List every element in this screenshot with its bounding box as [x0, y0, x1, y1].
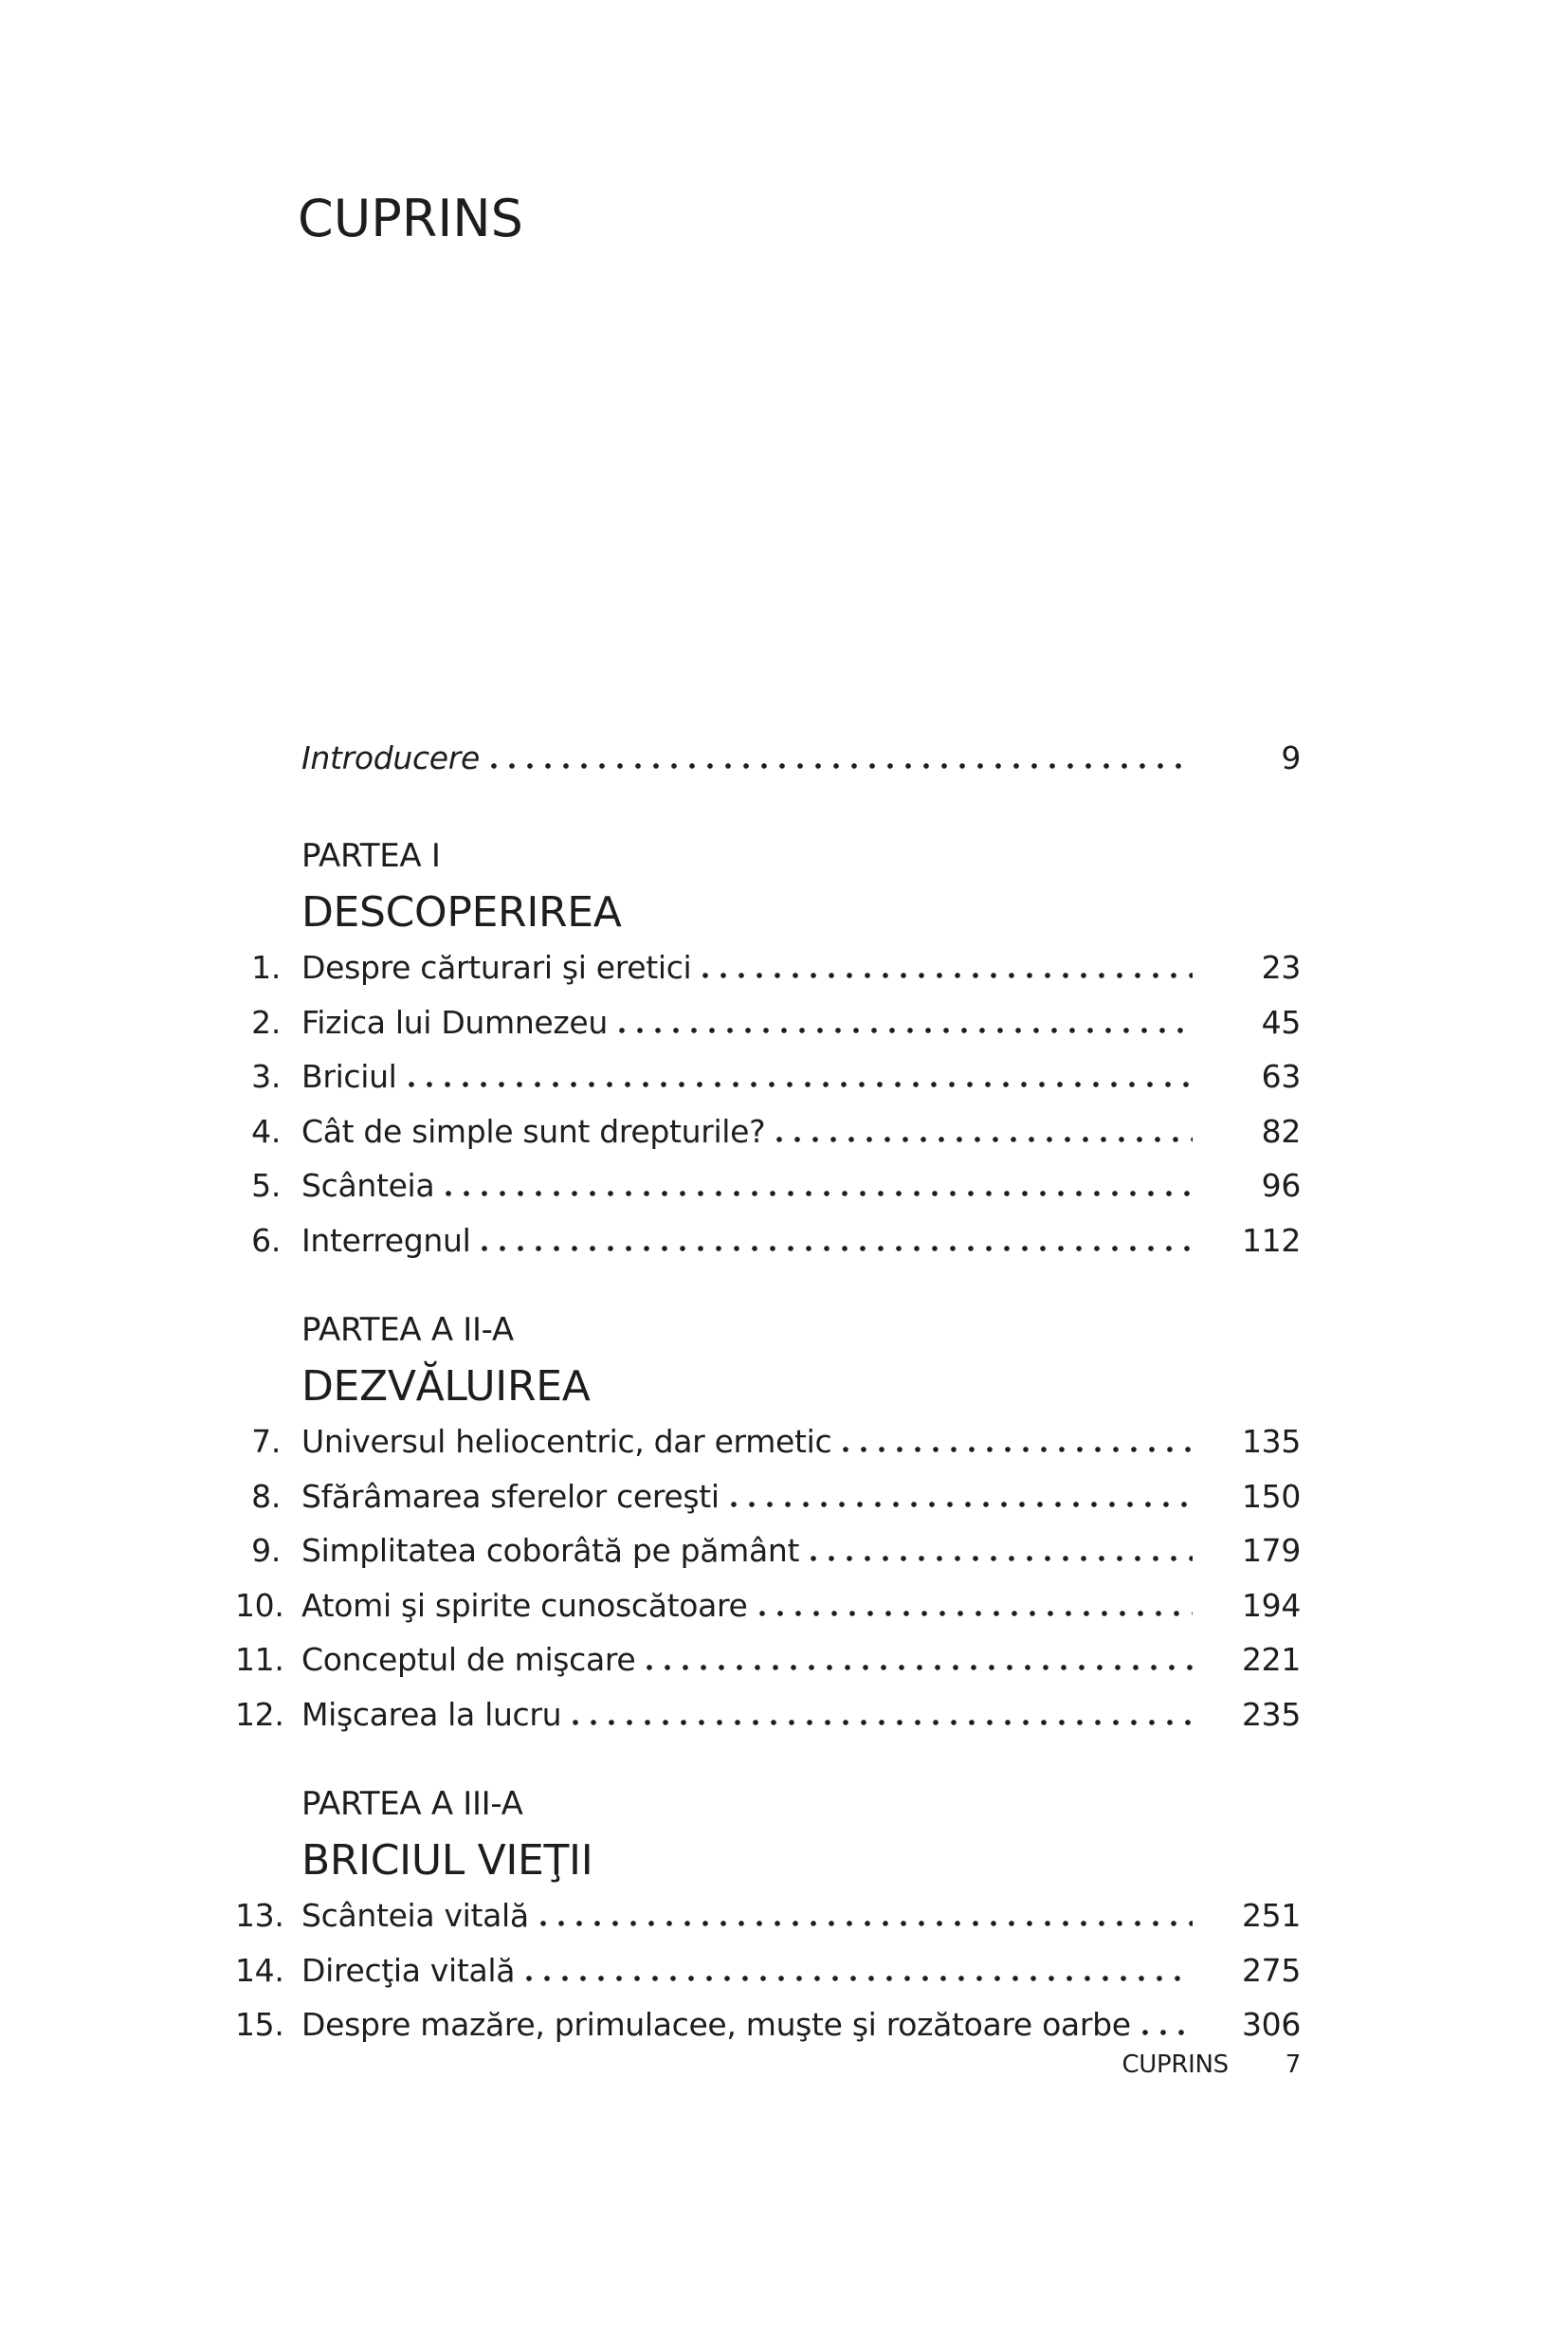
section-part-title: DESCOPERIREA: [301, 888, 622, 937]
dot-leader: [647, 1665, 1193, 1670]
dot-leader: [446, 1191, 1193, 1196]
toc-entry-row: [235, 1222, 1301, 1277]
entry-number: 13.: [235, 1897, 284, 1934]
dot-leader: [619, 1028, 1193, 1033]
page-number: 194: [1241, 1586, 1301, 1624]
entry-title: Fizica lui Dumnezeu: [301, 1003, 608, 1041]
dot-leader: [540, 1921, 1193, 1926]
toc-entry-row: [235, 1641, 1301, 1696]
entry-title: Direcţia vitală: [301, 1951, 516, 1989]
page-number: 251: [1241, 1897, 1301, 1934]
page-number: 135: [1241, 1423, 1301, 1460]
toc-entry-row: [235, 1696, 1301, 1751]
dot-leader: [776, 1137, 1193, 1142]
page-number: 96: [1261, 1167, 1301, 1204]
entry-number: 10.: [235, 1586, 284, 1624]
footer-page-number: 7: [1285, 2050, 1301, 2079]
toc-entry-row: [235, 1423, 1301, 1478]
page-number: 112: [1241, 1221, 1301, 1259]
entry-number: 6.: [251, 1221, 281, 1259]
toc-sections: [235, 837, 1301, 2061]
toc-entry-row: [235, 1113, 1301, 1168]
section-entries: [235, 949, 1301, 1276]
toc-section: [235, 1311, 1301, 1750]
entry-number: 14.: [235, 1951, 284, 1989]
entry-number: 3.: [251, 1058, 281, 1095]
page-number: 45: [1261, 1003, 1301, 1041]
page-number: 235: [1241, 1695, 1301, 1733]
entry-number: 2.: [251, 1003, 281, 1041]
entry-title: Despre cărturari şi eretici: [301, 949, 692, 986]
toc-entry-row: [235, 1952, 1301, 2007]
toc-section: [235, 1785, 1301, 2061]
section-part-title: DEZVĂLUIREA: [301, 1362, 591, 1411]
section-part-label: PARTEA A II-A: [301, 1311, 514, 1349]
entry-title: Universul heliocentric, dar ermetic: [301, 1423, 832, 1460]
entry-title: Scânteia vitală: [301, 1897, 529, 1934]
section-part-label: PARTEA I: [301, 837, 441, 875]
toc-entry-row: [235, 1532, 1301, 1587]
dot-leader: [526, 1976, 1193, 1981]
page-number: 23: [1261, 949, 1301, 986]
entry-number: 7.: [251, 1423, 281, 1460]
dot-leader: [482, 1246, 1193, 1251]
toc-entry-row: [235, 1587, 1301, 1642]
toc-entry-row: [235, 949, 1301, 1004]
section-part-label: PARTEA A III-A: [301, 1785, 523, 1823]
dot-leader: [731, 1502, 1193, 1507]
entry-number: 12.: [235, 1695, 284, 1733]
section-entries: [235, 1897, 1301, 2061]
dot-leader: [409, 1082, 1193, 1087]
page-number: 306: [1241, 2006, 1301, 2043]
dot-leader: [843, 1447, 1193, 1452]
entry-title: Cât de simple sunt drepturile?: [301, 1112, 766, 1150]
page-number: 275: [1241, 1951, 1301, 1989]
entry-number: 9.: [251, 1532, 281, 1569]
dot-leader: [702, 973, 1193, 978]
page-number: 82: [1261, 1112, 1301, 1150]
page-footer: [1121, 2050, 1301, 2082]
page-title: CUPRINS: [298, 189, 523, 248]
entry-title: Simplitatea coborâtă pe pământ: [301, 1532, 800, 1569]
entry-title: Despre mazăre, primulacee, muşte şi rozătoare oarbe: [301, 2006, 1131, 2043]
page-number: 150: [1241, 1477, 1301, 1515]
toc-entry-row: [235, 1167, 1301, 1222]
intro-label: Introducere: [301, 739, 481, 776]
section-part-title: BRICIUL VIEŢII: [301, 1836, 593, 1885]
page-number: 221: [1241, 1641, 1301, 1678]
footer-label: CUPRINS: [1121, 2050, 1229, 2079]
dot-leader: [1142, 2030, 1193, 2035]
entry-number: 11.: [235, 1641, 284, 1678]
section-entries: [235, 1423, 1301, 1750]
dot-leader: [491, 763, 1193, 769]
entry-number: 15.: [235, 2006, 284, 2043]
page-number: 63: [1261, 1058, 1301, 1095]
entry-number: 5.: [251, 1167, 281, 1204]
dot-leader: [573, 1720, 1193, 1725]
dot-leader: [811, 1556, 1193, 1561]
entry-number: 4.: [251, 1112, 281, 1150]
toc-content: [235, 739, 1301, 2061]
entry-number: 1.: [251, 949, 281, 986]
entry-title: Sfărâmarea sferelor cereşti: [301, 1477, 720, 1515]
page-number: 9: [1281, 739, 1301, 776]
toc-entry-row: [235, 1004, 1301, 1059]
toc-entry-row: [235, 1897, 1301, 1952]
dot-leader: [759, 1611, 1194, 1616]
toc-entry-row: [235, 1058, 1301, 1113]
page-number: 179: [1241, 1532, 1301, 1569]
entry-title: Interregnul: [301, 1221, 471, 1259]
entry-title: Briciul: [301, 1058, 397, 1095]
toc-intro-row: [235, 739, 1301, 783]
toc-entry-row: [235, 1478, 1301, 1533]
toc-section: [235, 837, 1301, 1276]
entry-title: Atomi şi spirite cunoscătoare: [301, 1586, 748, 1624]
entry-number: 8.: [251, 1477, 281, 1515]
entry-title: Mişcarea la lucru: [301, 1695, 562, 1733]
entry-title: Conceptul de mişcare: [301, 1641, 636, 1678]
entry-title: Scânteia: [301, 1167, 435, 1204]
